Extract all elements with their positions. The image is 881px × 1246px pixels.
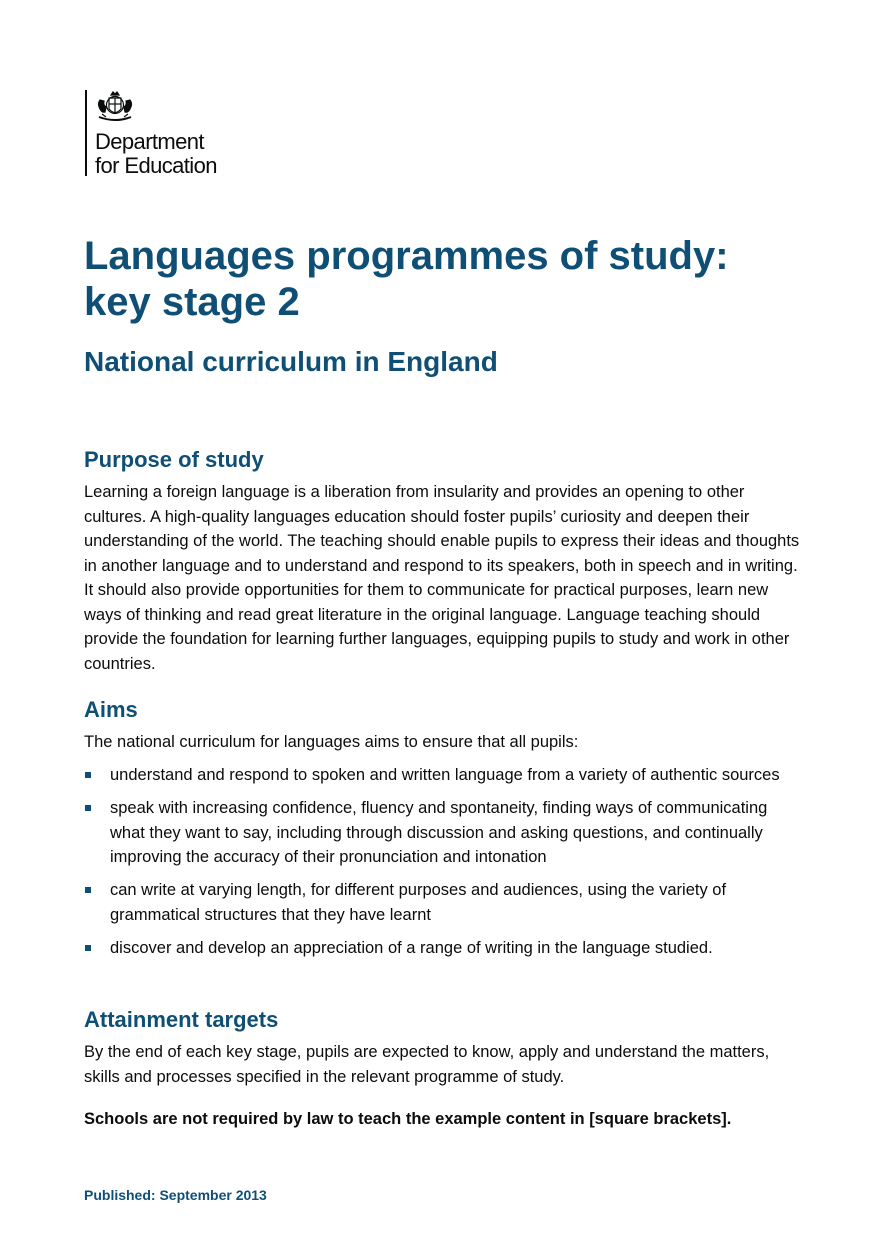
department-name-line2: for Education xyxy=(95,153,217,178)
attainment-paragraph: By the end of each key stage, pupils are expected to know, apply and understand the matters, skills and processes specified in the relevant programme of study. xyxy=(84,1043,770,1086)
aims-item-text: understand and respond to spoken and written language from a variety of authentic sources xyxy=(110,766,780,784)
attainment-heading: Attainment targets xyxy=(84,1007,279,1032)
aims-list-item xyxy=(84,936,804,961)
document-title xyxy=(84,233,844,325)
department-name-line1: Department xyxy=(95,129,204,154)
square-bullet-icon xyxy=(85,772,91,778)
aims-item-text: can write at varying length, for different purposes and audiences, using the variety of grammatical structures that they have learnt xyxy=(110,881,727,924)
purpose-paragraph: Learning a foreign language is a liberation from insularity and provides an opening to other cultures. A high-quality languages education should foster pupils’ curiosity and deepen their understanding of the world. The teaching should enable pupils to express their ideas and thoughts in another language and to understand and respond to its speakers, both in speech and in writing. It should also provide opportunities for them to communicate for practical purposes, learn new ways of thinking and read great literature in the original language. Language teaching should provide the foundation for learning further languages, equipping pupils to study and work in other countries. xyxy=(84,483,800,673)
aims-list-item xyxy=(84,796,804,870)
published-date: Published: September 2013 xyxy=(84,1187,267,1203)
aims-heading: Aims xyxy=(84,697,138,722)
square-bullet-icon xyxy=(85,805,91,811)
department-name xyxy=(95,130,217,178)
aims-list xyxy=(84,763,804,969)
aims-list-item xyxy=(84,763,804,788)
logo-divider xyxy=(85,90,87,176)
square-bullet-icon xyxy=(85,945,91,951)
document-subtitle: National curriculum in England xyxy=(84,346,498,377)
aims-list-item xyxy=(84,878,804,927)
document-title-line1: Languages programmes of study: xyxy=(84,234,729,278)
document-title-line2: key stage 2 xyxy=(84,280,300,324)
royal-coat-of-arms-icon xyxy=(94,90,136,124)
square-bullet-icon xyxy=(85,887,91,893)
purpose-heading: Purpose of study xyxy=(84,447,264,472)
aims-intro: The national curriculum for languages aims to ensure that all pupils: xyxy=(84,733,579,751)
department-logo xyxy=(85,90,255,176)
aims-item-text: speak with increasing confidence, fluency and spontaneity, finding ways of communicating what they want to say, including through discussion and asking questions, and continually improving the accuracy of their pronunciation and intonation xyxy=(110,799,768,866)
aims-item-text: discover and develop an appreciation of a range of writing in the language studied. xyxy=(110,938,713,957)
square-brackets-note: Schools are not required by law to teach the example content in [square brackets]. xyxy=(84,1110,732,1128)
